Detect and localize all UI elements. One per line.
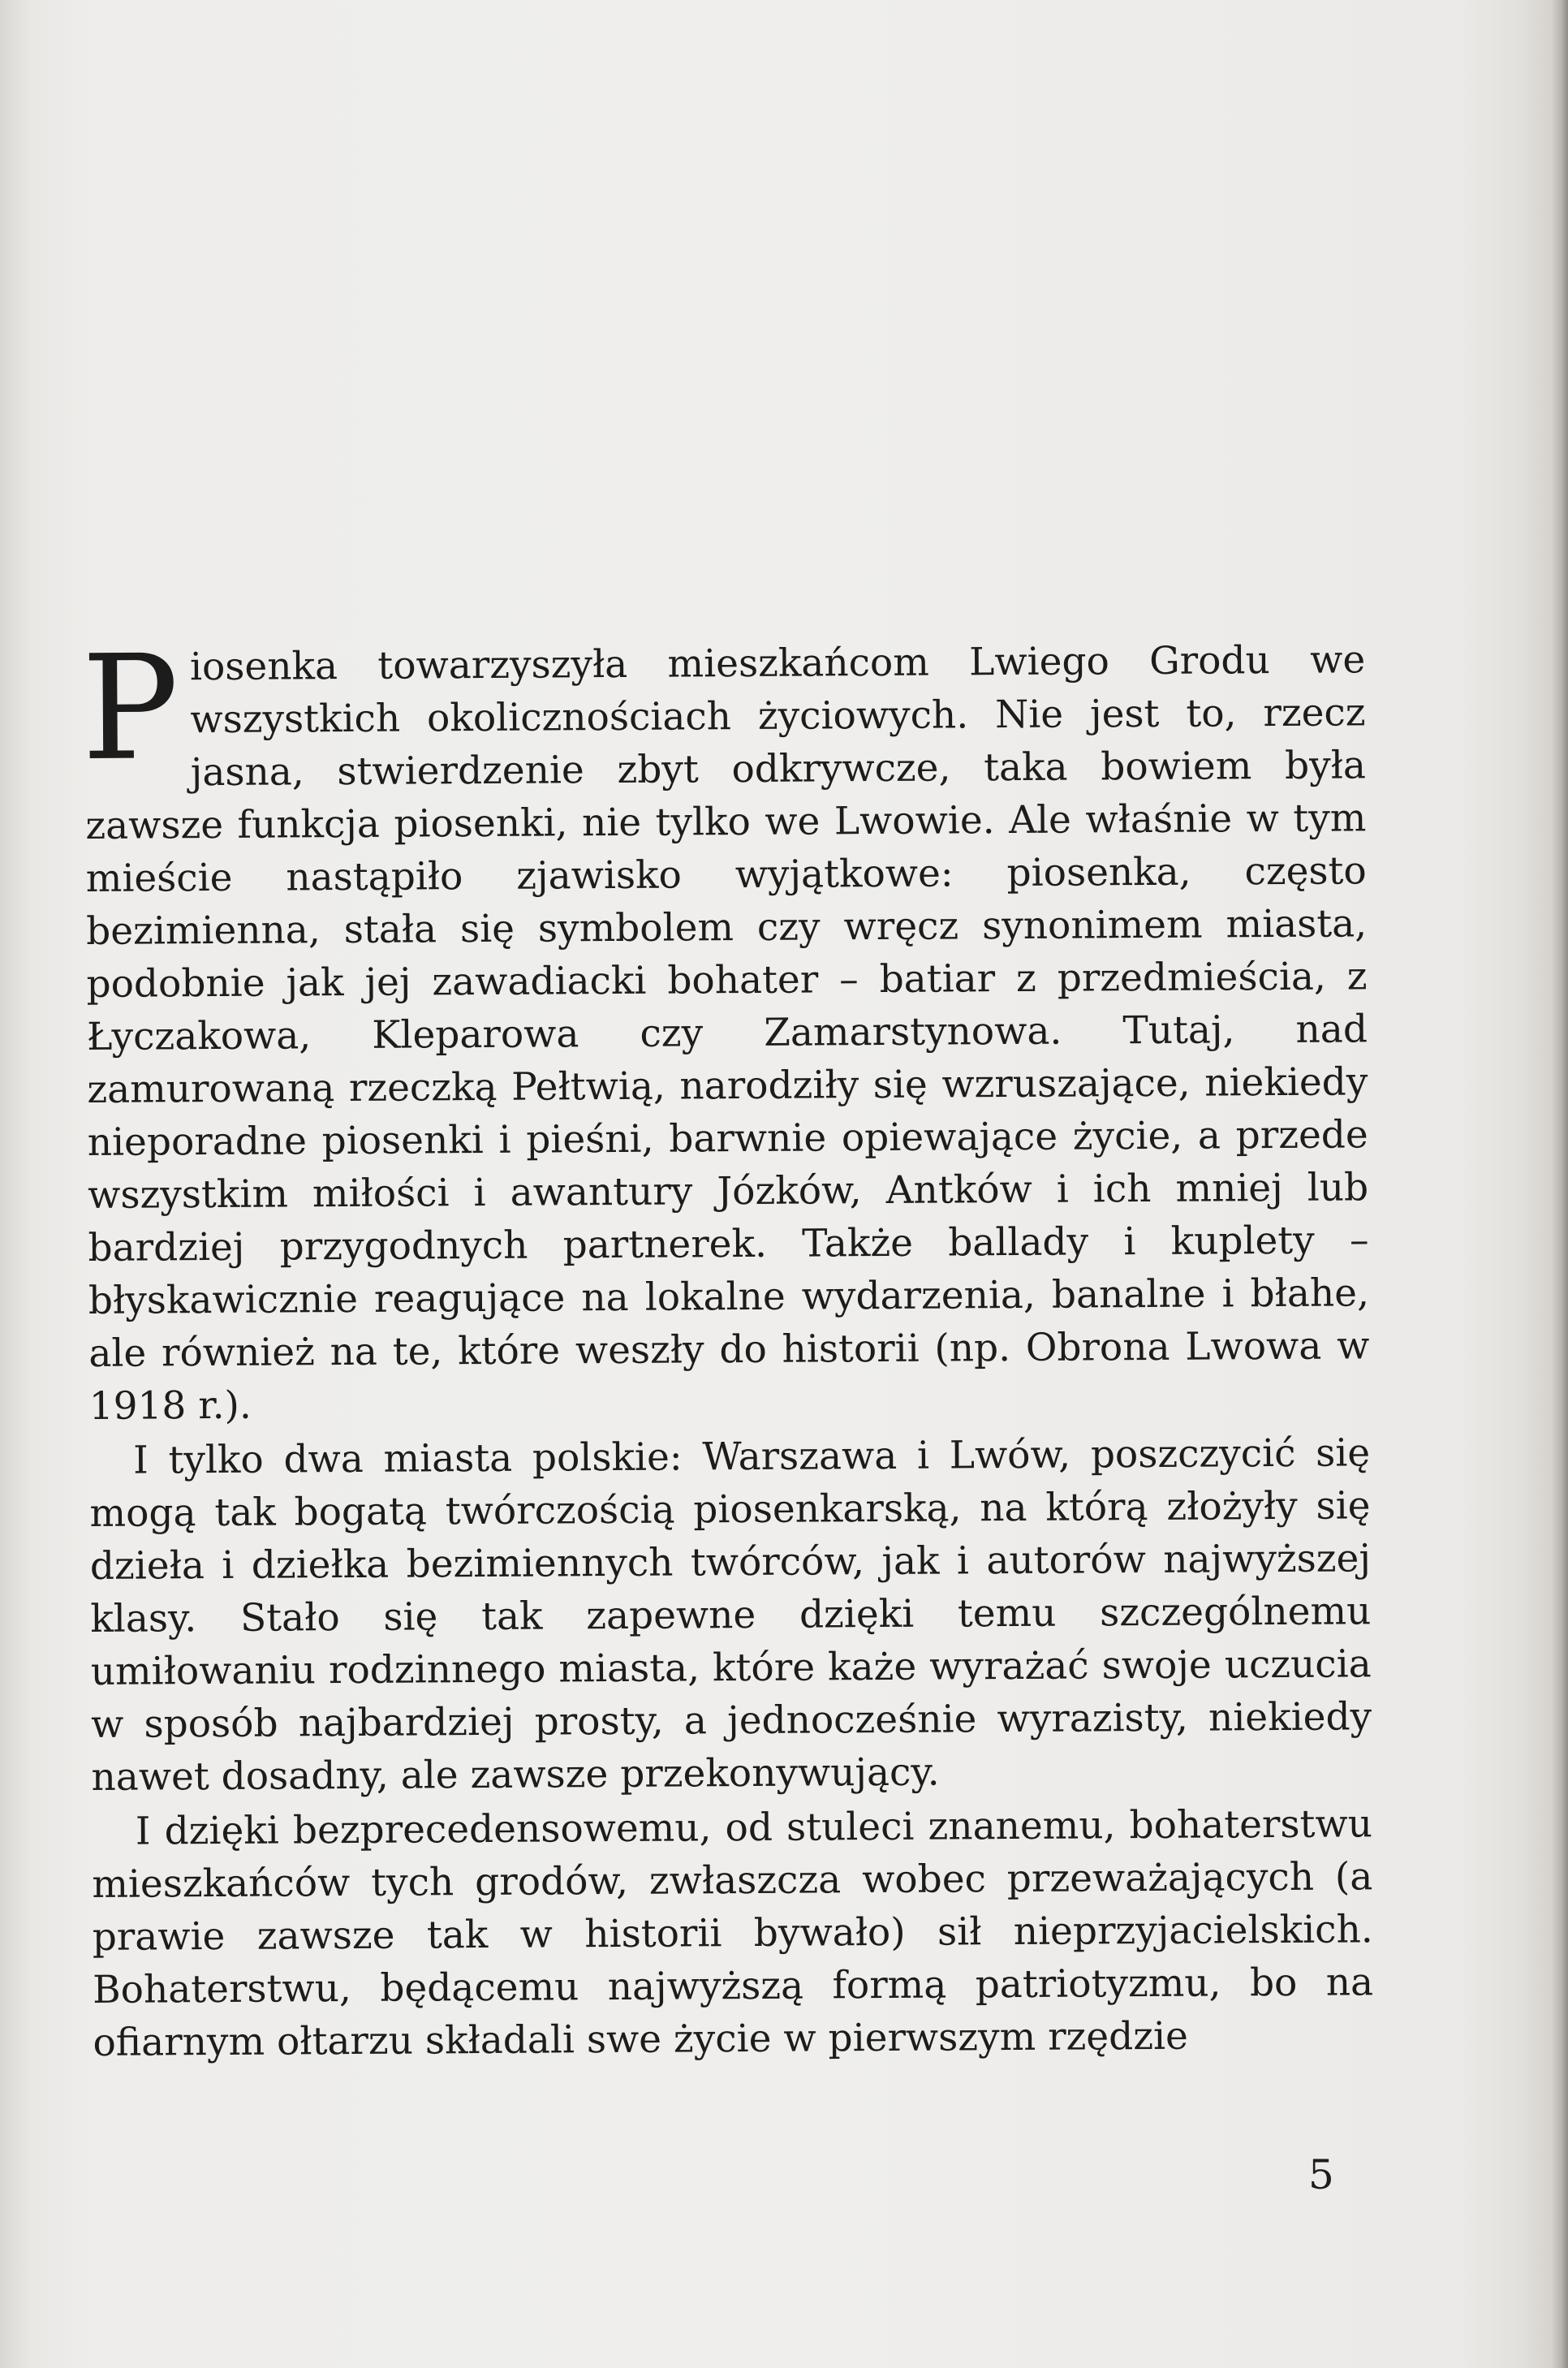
- page-number: 5: [1308, 2151, 1334, 2198]
- drop-cap: P: [80, 623, 179, 793]
- page-edge: [1550, 0, 1568, 2368]
- paragraph-2: I tylko dwa miasta polskie: Warszawa i Lwów, poszczycić się mogą tak bogatą twórczością piosenkarską, na którą złożyły się dzieła i dziełka bezimiennych twórców, jak i autorów najwyższej klasy. Stało się tak zapewne dzięki temu szczególnemu umiłowaniu rodzinnego miasta, które każe wyrażać swoje uczucia w sposób najbardziej prosty, a jednocześnie wyrazisty, niekiedy nawet dosadny, ale zawsze przekonywujący.: [89, 1430, 1372, 1800]
- body-text: [80, 623, 1374, 2071]
- paragraph-3: I dzięki bezprecedensowemu, od stuleci znanemu, bohaterstwu mieszkańców tych grodów, zwłaszcza wobec przeważających (a prawie zawsze tak w historii bywało) sił nieprzyjacielskich. Bohaterstwu, będącemu najwyższą formą patriotyzmu, bo na ofiarnym ołtarzu składali swe życie w pierwszym rzędzie: [92, 1801, 1374, 2065]
- paragraph-1-text: iosenka towarzyszyła mieszkańcom Lwiego Grodu we wszystkich okolicznościach życiowych. Nie jest to, rzecz jasna, stwierdzenie zbyt odkrywcze, taka bowiem była zawsze funkcja piosenki, nie tylko we Lwowie. Ale właśnie w tym mieście nastąpiło zjawisko wyjątkowe: piosenka, często bezimienna, stała się symbolem czy wręcz synonimem miasta, podobnie jak jej zawadiacki bohater – batiar z przedmieścia, z Łyczakowa, Kleparowa czy Zamarstynowa. Tutaj, nad zamurowaną rzeczką Pełtwią, narodziły się wzruszające, niekiedy nieporadne piosenki i pieśni, barwnie opiewające życie, a przede wszystkim miłości i awantury Józków, Antków i ich mniej lub bardziej przygodnych partnerek. Także ballady i kuplety – błyskawicznie reagujące na lokalne wydarzenia, banalne i błahe, ale również na te, które weszły do historii (np. Obrona Lwowa w 1918 r.).: [85, 637, 1370, 1429]
- paragraph-1: [80, 623, 1370, 1433]
- show-through-text: [97, 187, 1380, 641]
